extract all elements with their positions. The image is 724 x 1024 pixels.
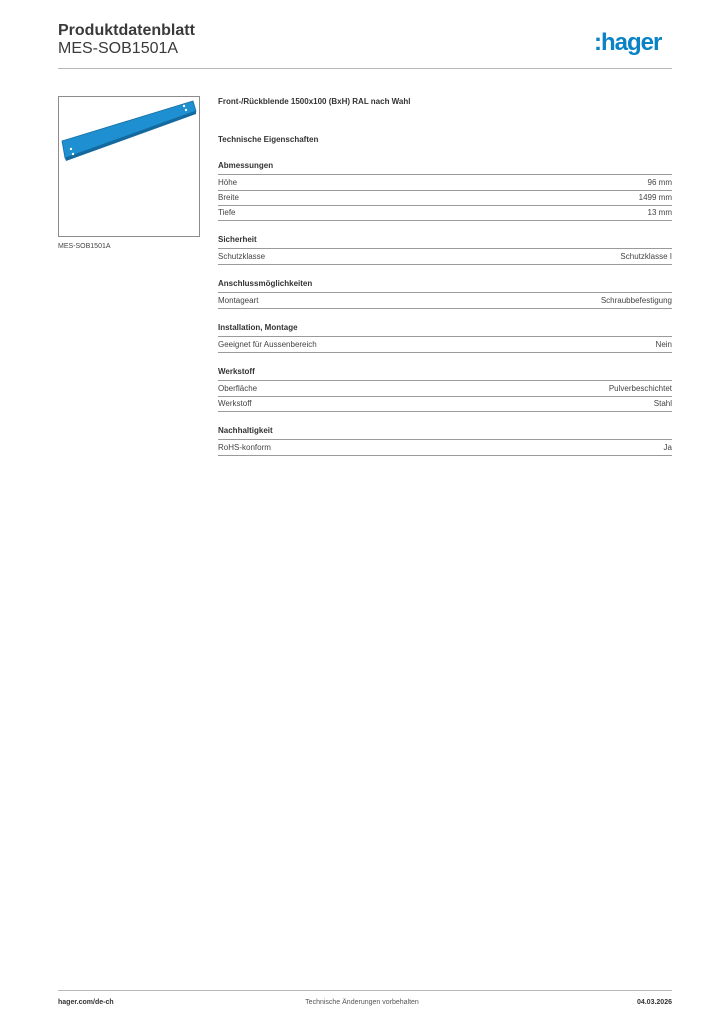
footer-divider xyxy=(58,990,672,991)
spec-label: Montageart xyxy=(218,296,259,305)
spec-label: Oberfläche xyxy=(218,384,258,393)
spec-row xyxy=(218,397,672,412)
spec-row xyxy=(218,338,672,353)
spec-value: Nein xyxy=(655,340,672,349)
tech-properties-heading: Technische Eigenschaften xyxy=(218,135,319,144)
spec-group-heading: Anschlussmöglichkeiten xyxy=(218,279,672,293)
spec-content xyxy=(218,97,672,470)
spec-group-heading: Sicherheit xyxy=(218,235,672,249)
product-image xyxy=(58,96,200,237)
spec-label: Höhe xyxy=(218,178,238,187)
spec-row xyxy=(218,206,672,221)
spec-group xyxy=(218,367,672,412)
footer-date: 04.03.2026 xyxy=(636,999,672,1006)
hager-logo-text: :hager xyxy=(594,29,662,56)
header-divider xyxy=(58,68,672,69)
spec-value: Ja xyxy=(663,443,672,452)
spec-row xyxy=(218,250,672,265)
spec-groups xyxy=(218,161,672,456)
image-caption: MES-SOB1501A xyxy=(58,243,111,250)
spec-label: Schutzklasse xyxy=(218,252,266,261)
spec-value: Schraubbefestigung xyxy=(600,296,672,305)
spec-label: Werkstoff xyxy=(218,399,252,408)
spec-group-heading: Werkstoff xyxy=(218,367,672,381)
spec-group-heading: Abmessungen xyxy=(218,161,672,175)
spec-group-heading: Installation, Montage xyxy=(218,323,672,337)
footer-disclaimer: Technische Änderungen vorbehalten xyxy=(305,999,419,1006)
footer-website: hager.com/de-ch xyxy=(58,999,114,1006)
spec-row xyxy=(218,441,672,456)
spec-group xyxy=(218,235,672,265)
spec-label: Breite xyxy=(218,193,239,202)
spec-value: 13 mm xyxy=(647,208,672,217)
product-code: MES-SOB1501A xyxy=(58,40,179,57)
panel-illustration xyxy=(59,97,199,236)
spec-value: 1499 mm xyxy=(638,193,672,202)
spec-row xyxy=(218,176,672,191)
spec-value: 96 mm xyxy=(647,178,672,187)
spec-group xyxy=(218,161,672,221)
spec-group xyxy=(218,279,672,309)
page-title: Produktdatenblatt xyxy=(58,22,195,39)
spec-label: Tiefe xyxy=(218,208,236,217)
hager-logo xyxy=(594,28,674,56)
spec-value: Schutzklasse I xyxy=(620,252,672,261)
product-description: Front-/Rückblende 1500x100 (BxH) RAL nach Wahl xyxy=(218,97,411,106)
spec-row xyxy=(218,191,672,206)
spec-row xyxy=(218,382,672,397)
spec-group xyxy=(218,323,672,353)
spec-label: Geeignet für Aussenbereich xyxy=(218,340,317,349)
spec-value: Pulverbeschichtet xyxy=(608,384,672,393)
spec-value: Stahl xyxy=(653,399,672,408)
spec-row xyxy=(218,294,672,309)
spec-group xyxy=(218,426,672,456)
spec-label: RoHS-konform xyxy=(218,443,271,452)
spec-group-heading: Nachhaltigkeit xyxy=(218,426,672,440)
